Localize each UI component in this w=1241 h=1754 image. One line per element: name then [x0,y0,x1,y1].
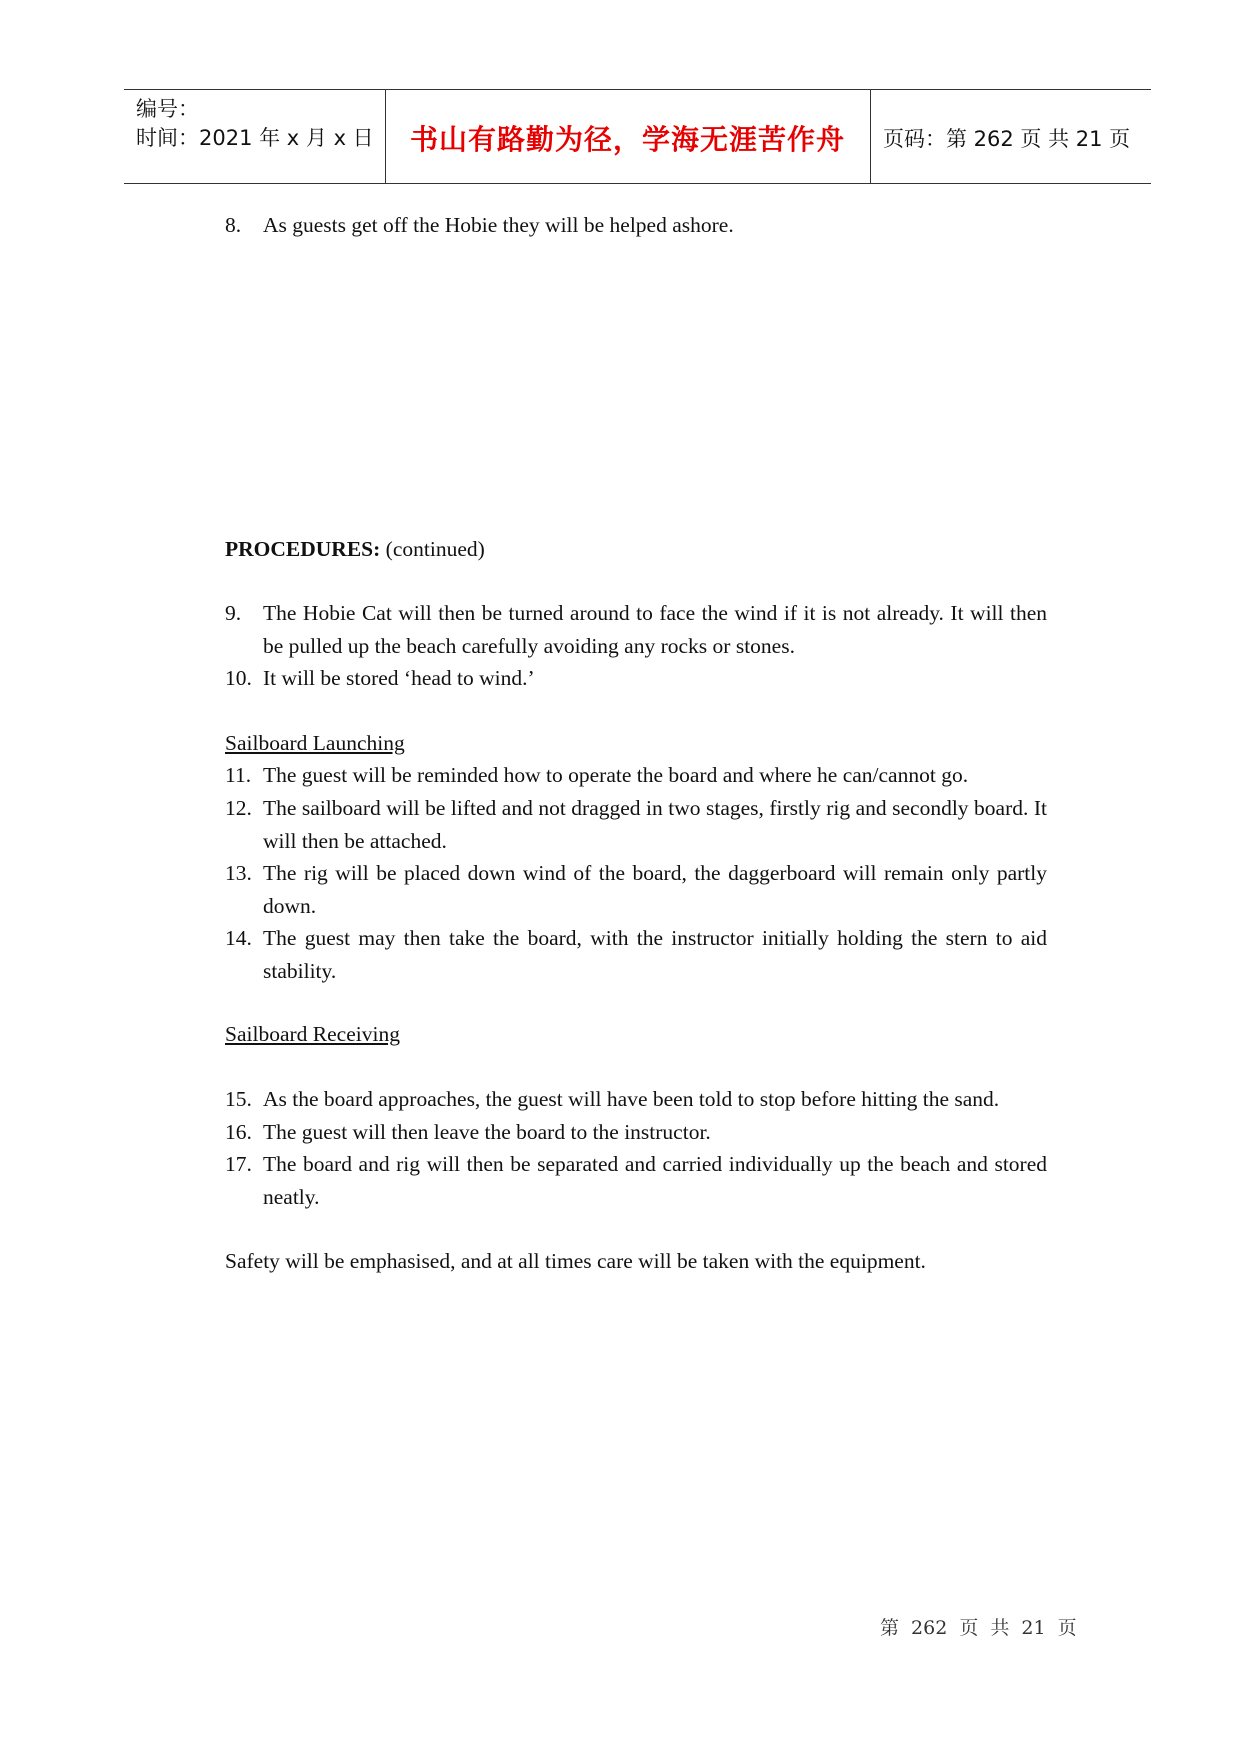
item-number: 11. [225,763,252,787]
item-text: The board and rig will then be separated and carried individually up the beach and stored neatly. [263,1152,1047,1209]
procedures-heading: PROCEDURES: [225,537,381,561]
header-right-cell [870,90,1151,183]
time-label: 时间：2021 年 x 月 x 日 [136,126,374,150]
list-item-14 [225,922,1047,987]
list-item-17 [225,1148,1047,1213]
list-item-8 [225,209,1047,242]
item-number: 16. [225,1120,252,1144]
item-number: 13. [225,861,252,885]
item-text: The Hobie Cat will then be turned around to face the wind if it is not already. It will then be pulled up the beach carefully avoiding any rocks or stones. [263,601,1047,658]
sailboard-launching-heading: Sailboard Launching [225,731,405,755]
item-number: 9. [225,601,242,625]
page-header [124,89,1151,184]
list-item-13 [225,857,1047,922]
procedures-continued: (continued) [380,537,485,561]
list-item-9 [225,597,1047,662]
list-item-15 [225,1083,1047,1116]
item-number: 14. [225,926,252,950]
item-number: 15. [225,1087,252,1111]
item-number: 12. [225,796,252,820]
item-number: 8. [225,213,242,237]
list-item-11 [225,759,1047,792]
item-text: The guest will be reminded how to operate the board and where he can/cannot go. [263,763,969,787]
item-text: The sailboard will be lifted and not dragged in two stages, firstly rig and secondly board. It will then be attached. [263,796,1047,853]
page-footer: 第 262 页 共 21 页 [880,1617,1077,1639]
list-item-12 [225,792,1047,857]
item-text: The rig will be placed down wind of the board, the daggerboard will remain only partly down. [263,861,1047,918]
item-text: As guests get off the Hobie they will be helped ashore. [263,213,734,237]
page-code: 页码：第 262 页 共 21 页 [883,127,1131,151]
list-item-10 [225,662,1047,695]
item-number: 17. [225,1152,252,1176]
header-middle-cell [385,90,871,183]
list-item-16 [225,1116,1047,1149]
motto: 书山有路勤为径，学海无涯苦作舟 [409,123,845,156]
item-number: 10. [225,666,252,690]
sailboard-receiving-heading: Sailboard Receiving [225,1022,400,1046]
item-text: It will be stored ‘head to wind.’ [263,666,535,690]
procedures-heading-line [225,533,485,565]
closing-statement: Safety will be emphasised, and at all times care will be taken with the equipment. [225,1249,926,1273]
item-text: The guest will then leave the board to the instructor. [263,1120,711,1144]
item-text: The guest may then take the board, with the instructor initially holding the stern to aid stability. [263,926,1047,983]
header-left-cell [124,90,386,183]
number-label: 编号： [136,97,199,121]
item-text: As the board approaches, the guest will have been told to stop before hitting the sand. [263,1087,1000,1111]
